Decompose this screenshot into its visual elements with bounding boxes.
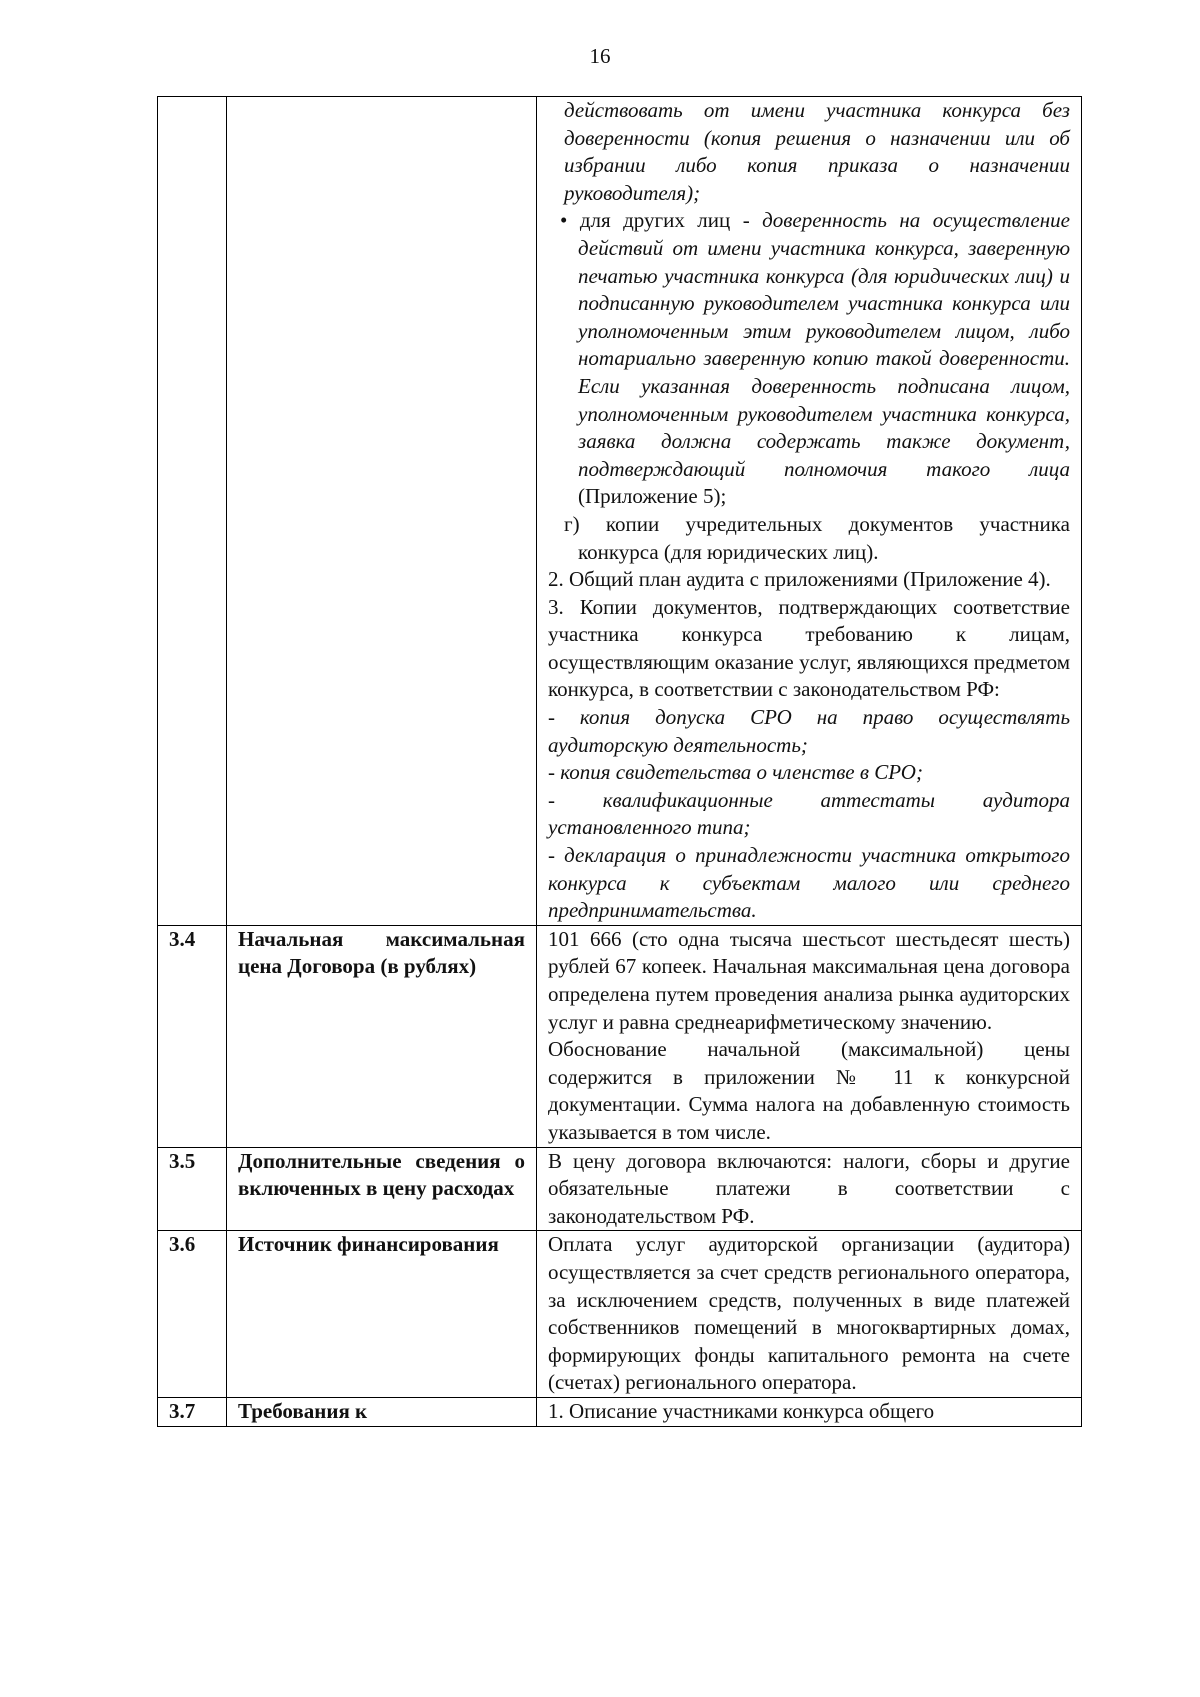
description-paragraph: 101 666 (сто одна тысяча шестьсот шестьдесят шесть) рублей 67 копеек. Начальная максимальная цена договора определена путем проведения анализа рынка аудиторских услуг и равна среднеарифметическому значению. [548,926,1070,1034]
bullet-item [548,207,1070,511]
dash-item-sro-permit: - копия допуска СРО на право осуществлять аудиторскую деятельность; [548,705,1070,757]
row-number-cell: 3.4 [158,925,227,1147]
dash-item-auditor-certificates: - квалификационные аттестаты аудитора установленного типа; [548,787,1070,840]
row-number-cell: 3.6 [158,1231,227,1398]
list-item-3: 3. Копии документов, подтверждающих соответствие участника конкурса требованию к лицам, осуществляющим оказание услуг, являющихся предметом конкурса, в соответствии с законодательством РФ: [548,594,1070,702]
list-item-2: 2. Общий план аудита с приложениями (Приложение 4). [548,567,1051,592]
row-name-cell: Дополнительные сведения о включенных в цену расходах [227,1147,537,1231]
row-description-cell [537,925,1082,1147]
description-paragraph: Обоснование начальной (максимальной) цены содержится в приложении № 11 к конкурсной документации. Сумма налога на добавленную стоимость указывается в том числе. [548,1037,1070,1144]
row-name-cell [227,97,537,926]
bullet-icon: • [560,208,568,233]
requirements-table [157,96,1082,1427]
row-number-cell [158,97,227,926]
description-paragraph: В цену договора включаются: налоги, сборы и другие обязательные платежи в соответствии с законодательством РФ. [548,1148,1070,1228]
description-paragraph: Оплата услуг аудиторской организации (аудитора) осуществляется за счет средств регионального оператора, за исключением средств, полученных в виде платежей собственников помещений в многоквартирных домах, формирующих фонды капитального ремонта на счете (счетах) регионального оператора. [548,1232,1070,1395]
bullet-tail: (Приложение 5); [578,484,727,509]
row-number-cell: 3.5 [158,1147,227,1231]
table-row-continuation [158,97,1082,926]
row-description-cell [537,1231,1082,1398]
list-item-g: г) копии учредительных документов участника конкурса (для юридических лиц). [564,511,1070,564]
row-description-cell [537,97,1082,926]
row-name-cell: Требования к [227,1397,537,1426]
dash-item-sme-declaration: - декларация о принадлежности участника открытого конкурса к субъектам малого или среднего предпринимательства. [548,843,1070,923]
table-row-3-5 [158,1147,1082,1231]
dash-item-sro-membership: - копия свидетельства о членстве в СРО; [548,760,923,785]
table-row-3-7 [158,1397,1082,1426]
row-number-cell: 3.7 [158,1397,227,1426]
continuation-paragraph: действовать от имени участника конкурса без доверенности (копия решения о назначении или об избрании либо копия приказа о назначении руководителя); [564,98,1070,205]
bullet-italic-text: доверенность на осуществление действий от имени участника конкурса, заверенную печатью участника конкурса (для юридических лиц) и подписанную руководителем участника конкурса или уполномоченным этим руководителем лицом, либо нотариально заверенную копию такой доверенности. Если указанная доверенность подписана лицом, уполномоченным руководителем участника конкурса, заявка должна содержать также документ, подтверждающий полномочия такого лица [578,208,1070,481]
page-number: 16 [589,44,611,68]
row-name-cell: Источник финансирования [227,1231,537,1398]
bullet-lead: для других лиц - [579,208,763,233]
table-row-3-4 [158,925,1082,1147]
row-description-cell [537,1147,1082,1231]
row-name-cell: Начальная максимальная цена Договора (в рублях) [227,925,537,1147]
description-paragraph: 1. Описание участниками конкурса общего [548,1398,935,1423]
row-description-cell [537,1397,1082,1426]
table-row-3-6 [158,1231,1082,1398]
